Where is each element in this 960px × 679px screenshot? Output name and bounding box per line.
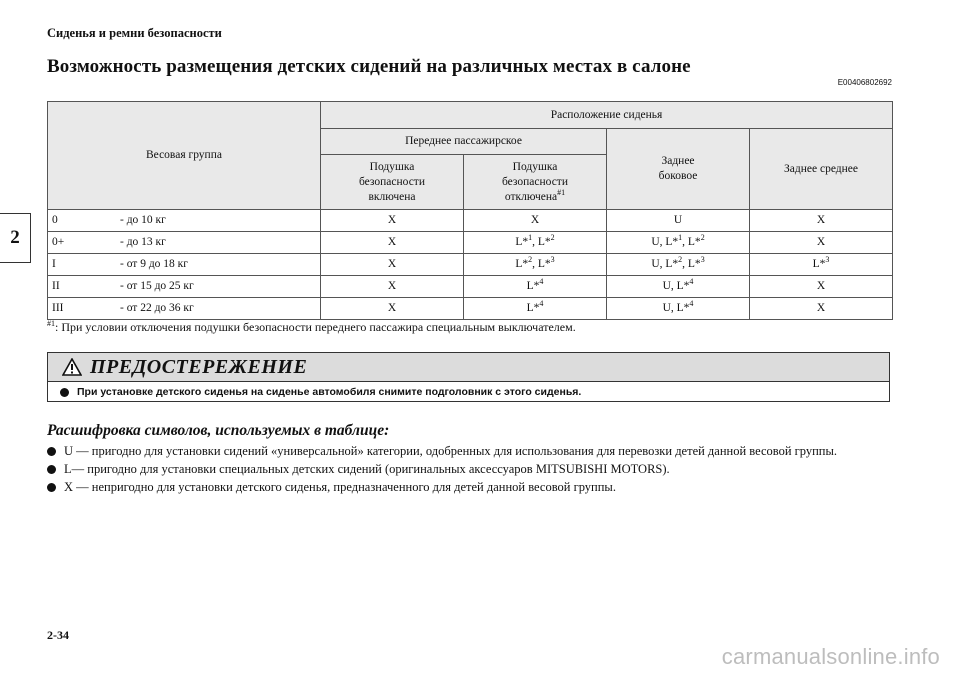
airbag-off-cell <box>464 254 607 276</box>
header-seat-position: Расположение сиденья <box>321 102 893 129</box>
rear-center-cell-text: X <box>816 280 826 292</box>
group-name: 0+ <box>52 236 65 248</box>
airbag-off-cell-text: L* <box>515 258 529 270</box>
footnote-mark: #1 <box>47 319 55 328</box>
airbag-off-cell-text: L* <box>515 236 529 248</box>
rear-side-cell-text: U <box>673 214 683 226</box>
rear-side-cell-text: , L* <box>682 236 701 248</box>
footnote-ref: 3 <box>700 255 705 265</box>
header-airbag-on <box>321 155 464 210</box>
weight-group-cell <box>48 210 321 232</box>
footnote-ref: 4 <box>689 299 694 309</box>
weight-group-cell <box>48 298 321 320</box>
group-name: III <box>52 302 64 314</box>
warning-triangle-icon <box>62 358 82 376</box>
rear-center-cell <box>750 298 893 320</box>
header-airbag-off <box>464 155 607 210</box>
weight-group-cell <box>48 276 321 298</box>
airbag-off-cell <box>464 210 607 232</box>
warning-header <box>48 353 889 382</box>
airbag-off-cell <box>464 276 607 298</box>
header-airbag-off-label <box>483 160 587 205</box>
legend-item <box>47 461 892 477</box>
rear-center-cell <box>750 276 893 298</box>
rear-side-cell-text: U, L* <box>662 280 690 292</box>
rear-side-cell <box>607 298 750 320</box>
airbag-off-cell-text: , L* <box>532 236 551 248</box>
legend-item <box>47 443 892 459</box>
group-name: I <box>52 258 56 270</box>
rear-center-cell-text: X <box>816 236 826 248</box>
rear-side-cell-text: U, L* <box>651 258 679 270</box>
document-code: E00406802692 <box>837 78 892 87</box>
legend-text: L— пригодно для установки специальных детских сидений (оригинальных аксессуаров MITSUBISHI MOTORS). <box>64 462 670 476</box>
rear-center-cell <box>750 210 893 232</box>
footnote-ref: 1 <box>528 233 533 243</box>
group-weight: - от 15 до 25 кг <box>120 280 194 292</box>
group-weight: - до 13 кг <box>120 236 166 248</box>
chapter-tab[interactable]: 2 <box>0 213 31 263</box>
airbag-off-cell <box>464 298 607 320</box>
footnote-ref: 4 <box>689 277 694 287</box>
legend-text: X — непригодно для установки детского сиденья, предназначенного для детей данной весовой группы. <box>64 480 616 494</box>
table-row <box>48 254 893 276</box>
footnote-ref: 3 <box>825 255 830 265</box>
airbag-on-cell: X <box>321 254 464 276</box>
rear-side-cell-text: U, L* <box>662 302 690 314</box>
watermark: carmanualsonline.info <box>721 644 940 669</box>
table-row <box>48 232 893 254</box>
child-seat-table <box>47 101 893 320</box>
warning-title: ПРЕДОСТЕРЕЖЕНИЕ <box>90 355 308 378</box>
rear-side-cell-text: U, L* <box>651 236 679 248</box>
rear-side-cell <box>607 210 750 232</box>
table-row <box>48 210 893 232</box>
footnote-ref: 1 <box>678 233 683 243</box>
airbag-on-cell: X <box>321 232 464 254</box>
bullet-icon <box>60 388 69 397</box>
legend-list <box>47 443 892 497</box>
airbag-on-cell: X <box>321 210 464 232</box>
page-title: Возможность размещения детских сидений на различных местах в салоне <box>47 56 691 77</box>
header-rear-center: Заднее среднее <box>750 129 893 210</box>
header-rear-side <box>607 129 750 210</box>
footnote-text: : При условии отключения подушки безопасности переднего пассажира специальным выключателем. <box>55 320 576 334</box>
airbag-on-cell: X <box>321 298 464 320</box>
rear-center-cell-text: X <box>816 214 826 226</box>
airbag-off-cell <box>464 232 607 254</box>
rear-side-cell-text: , L* <box>682 258 701 270</box>
group-name: II <box>52 280 60 292</box>
airbag-off-cell-text: L* <box>526 302 540 314</box>
footnote-ref: 3 <box>550 255 555 265</box>
footnote-ref: 2 <box>700 233 705 243</box>
table-body <box>48 210 893 320</box>
rear-center-cell-text: X <box>816 302 826 314</box>
rear-side-cell <box>607 254 750 276</box>
rear-center-cell <box>750 232 893 254</box>
airbag-on-cell: X <box>321 276 464 298</box>
table-row <box>48 276 893 298</box>
rear-side-cell <box>607 276 750 298</box>
group-weight: - от 9 до 18 кг <box>120 258 188 270</box>
footnote-ref: 2 <box>678 255 683 265</box>
header-airbag-on-label: Подушка безопасности включена <box>358 160 425 203</box>
legend-title: Расшифровка символов, используемых в таблице: <box>47 422 390 439</box>
bullet-icon <box>47 483 56 492</box>
warning-box <box>47 352 890 402</box>
footnote-ref: 4 <box>539 299 544 309</box>
warning-body <box>48 382 889 402</box>
airbag-off-cell-text: L* <box>526 280 540 292</box>
footnote <box>47 320 576 335</box>
rear-center-cell-text: L* <box>812 258 826 270</box>
footnote-ref: 2 <box>528 255 533 265</box>
group-name: 0 <box>52 214 58 226</box>
footnote-ref: 2 <box>550 233 555 243</box>
rear-side-cell <box>607 232 750 254</box>
airbag-off-footnote-mark: #1 <box>557 187 566 197</box>
warning-text: При установке детского сиденья на сиденье автомобиля снимите подголовник с этого сиденья. <box>77 386 582 398</box>
group-weight: - до 10 кг <box>120 214 166 226</box>
bullet-icon <box>47 465 56 474</box>
group-weight: - от 22 до 36 кг <box>120 302 194 314</box>
section-header: Сиденья и ремни безопасности <box>47 26 222 40</box>
table-row <box>48 298 893 320</box>
airbag-off-text: Подушка безопасности отключена <box>501 160 568 203</box>
header-front-passenger: Переднее пассажирское <box>321 129 607 155</box>
rear-center-cell <box>750 254 893 276</box>
page-number: 2-34 <box>47 628 69 642</box>
weight-group-cell <box>48 232 321 254</box>
header-rear-side-label: Заднее боковое <box>658 155 698 182</box>
legend-text: U — пригодно для установки сидений «универсальной» категории, одобренных для использования для перевозки детей данной весовой группы. <box>64 444 838 458</box>
footnote-ref: 4 <box>539 277 544 287</box>
weight-group-cell <box>48 254 321 276</box>
legend-item <box>47 479 892 495</box>
bullet-icon <box>47 447 56 456</box>
airbag-off-cell-text: X <box>530 214 540 226</box>
airbag-off-cell-text: , L* <box>532 258 551 270</box>
header-weight-group: Весовая группа <box>48 102 321 210</box>
